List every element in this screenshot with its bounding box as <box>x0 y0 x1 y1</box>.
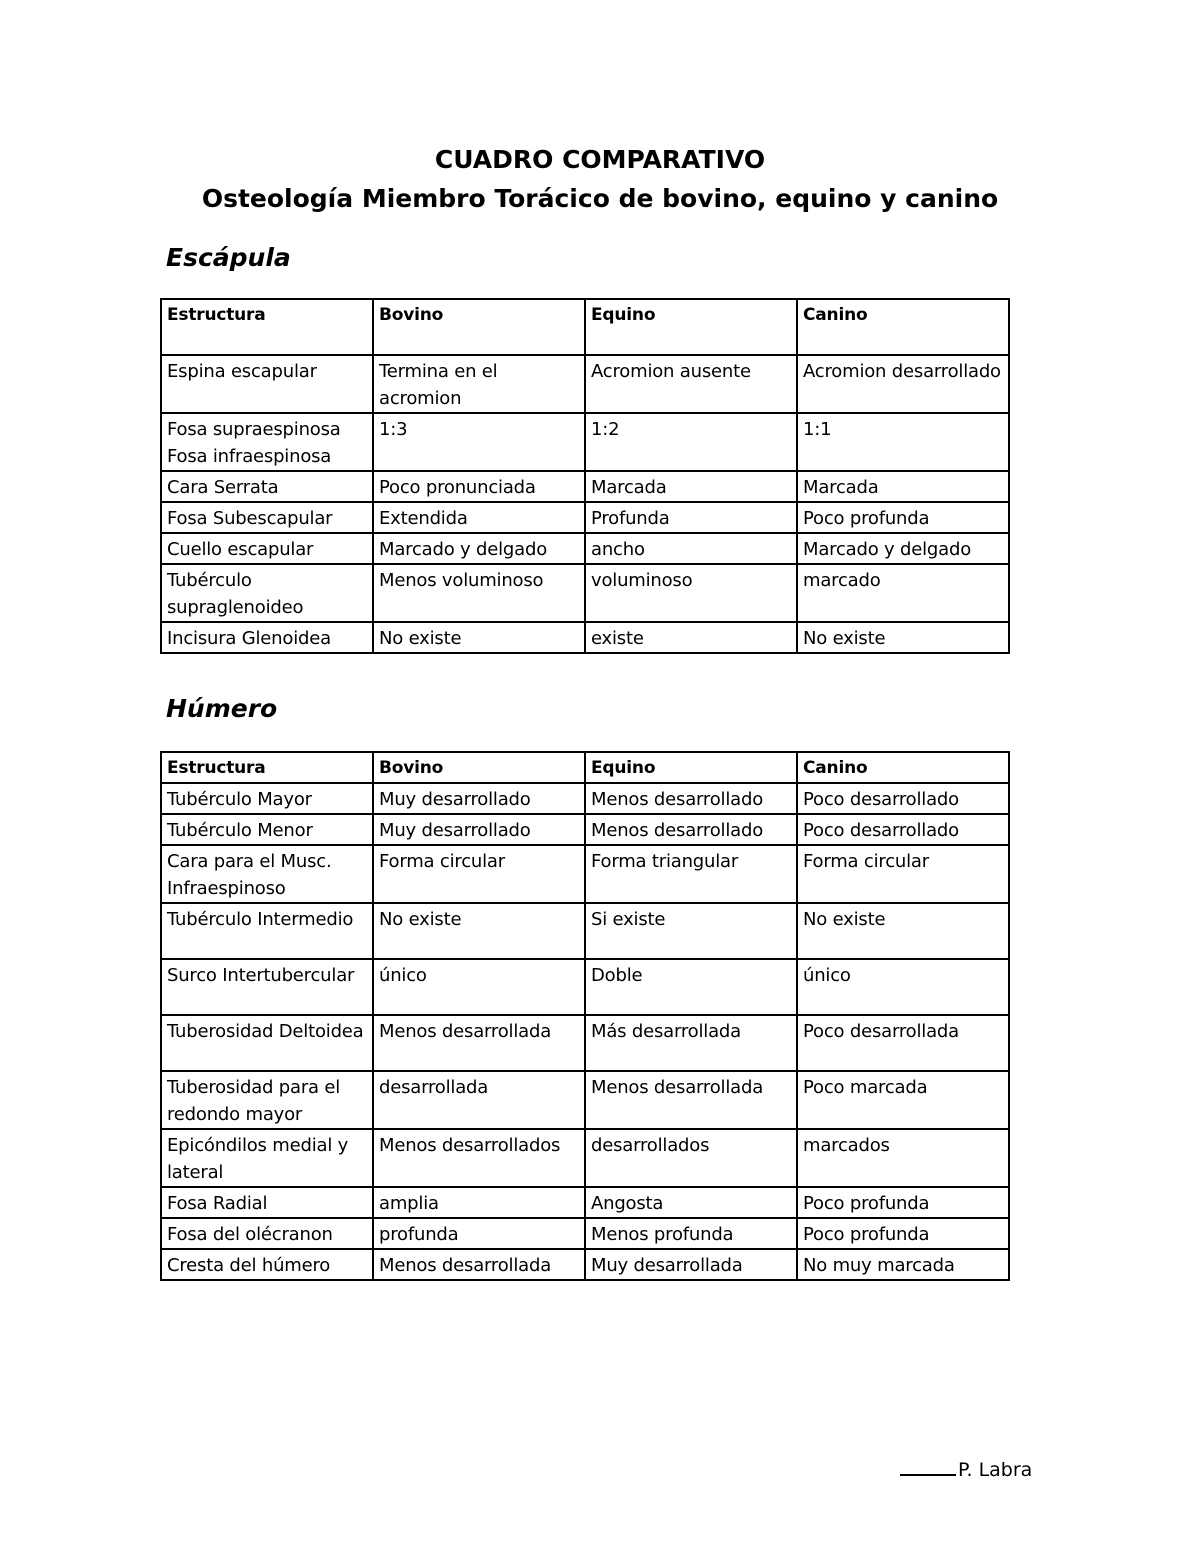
table-cell: Fosa Subescapular <box>161 502 373 533</box>
table-row <box>161 959 1009 1015</box>
table-cell: Más desarrollada <box>585 1015 797 1071</box>
table-cell: Extendida <box>373 502 585 533</box>
table-cell: 1:1 <box>797 413 1009 471</box>
table-row <box>161 1218 1009 1249</box>
table-cell: voluminoso <box>585 564 797 622</box>
table-cell: Muy desarrollada <box>585 1249 797 1280</box>
table-cell: Fosa del olécranon <box>161 1218 373 1249</box>
table-cell: Forma circular <box>373 845 585 903</box>
table-row <box>161 845 1009 903</box>
table-cell: desarrollada <box>373 1071 585 1129</box>
table-row <box>161 814 1009 845</box>
table-cell: Acromion desarrollado <box>797 355 1009 413</box>
table-cell: Acromion ausente <box>585 355 797 413</box>
signature-name: P. Labra <box>958 1459 1033 1481</box>
table-cell: Incisura Glenoidea <box>161 622 373 653</box>
table-cell: Doble <box>585 959 797 1015</box>
table-cell: Surco Intertubercular <box>161 959 373 1015</box>
table-row <box>161 1249 1009 1280</box>
table-header-row <box>161 299 1009 355</box>
table-cell: marcado <box>797 564 1009 622</box>
table-cell: 1:2 <box>585 413 797 471</box>
table-cell: Marcado y delgado <box>373 533 585 564</box>
table-header-row <box>161 752 1009 783</box>
document-title: CUADRO COMPARATIVO <box>434 145 766 174</box>
table-cell: Cresta del húmero <box>161 1249 373 1280</box>
table-cell: Forma triangular <box>585 845 797 903</box>
table-cell: Menos desarrollados <box>373 1129 585 1187</box>
header-cell: Equino <box>585 752 797 783</box>
table-cell: Termina en el acromion <box>373 355 585 413</box>
table-row <box>161 471 1009 502</box>
table-cell: Poco desarrollado <box>797 814 1009 845</box>
table-cell: Menos profunda <box>585 1218 797 1249</box>
table-cell: Poco profunda <box>797 1218 1009 1249</box>
header-cell: Estructura <box>161 299 373 355</box>
table-cell: Poco desarrollado <box>797 783 1009 814</box>
table-cell: Menos desarrollado <box>585 814 797 845</box>
table-row <box>161 1071 1009 1129</box>
table-cell: ancho <box>585 533 797 564</box>
table-cell: Marcada <box>585 471 797 502</box>
table-humero <box>160 751 1010 1281</box>
table-cell: No existe <box>373 903 585 959</box>
table-cell: Fosa supraespinosa Fosa infraespinosa <box>161 413 373 471</box>
header-cell: Canino <box>797 752 1009 783</box>
table-cell: Cuello escapular <box>161 533 373 564</box>
table-cell: Si existe <box>585 903 797 959</box>
document-subtitle: Osteología Miembro Torácico de bovino, equino y canino <box>201 184 999 213</box>
table-cell: No existe <box>797 903 1009 959</box>
table-cell: Menos desarrollada <box>585 1071 797 1129</box>
table-cell: Tuberosidad Deltoidea <box>161 1015 373 1071</box>
table-cell: Menos desarrollada <box>373 1015 585 1071</box>
table-cell: Profunda <box>585 502 797 533</box>
header-cell: Equino <box>585 299 797 355</box>
table-cell: Tuberosidad para el redondo mayor <box>161 1071 373 1129</box>
table-cell: Fosa Radial <box>161 1187 373 1218</box>
header-cell: Canino <box>797 299 1009 355</box>
table-cell: único <box>373 959 585 1015</box>
header-cell: Bovino <box>373 299 585 355</box>
table-escapula <box>160 298 1010 654</box>
table-cell: desarrollados <box>585 1129 797 1187</box>
table-row <box>161 413 1009 471</box>
table-cell: Cara para el Musc. Infraespinoso <box>161 845 373 903</box>
table-row <box>161 1015 1009 1071</box>
table-row <box>161 502 1009 533</box>
table-cell: Angosta <box>585 1187 797 1218</box>
table-cell: profunda <box>373 1218 585 1249</box>
table-row <box>161 1187 1009 1218</box>
table-cell: Epicóndilos medial y lateral <box>161 1129 373 1187</box>
table-cell: Poco pronunciada <box>373 471 585 502</box>
table-row <box>161 903 1009 959</box>
table-row <box>161 783 1009 814</box>
table-cell: Espina escapular <box>161 355 373 413</box>
table-cell: Menos desarrollada <box>373 1249 585 1280</box>
table-cell: Marcada <box>797 471 1009 502</box>
signature <box>900 1458 1032 1481</box>
table-cell: No muy marcada <box>797 1249 1009 1280</box>
table-cell: Poco profunda <box>797 502 1009 533</box>
table-row <box>161 1129 1009 1187</box>
table-cell: Muy desarrollado <box>373 814 585 845</box>
table-cell: Muy desarrollado <box>373 783 585 814</box>
signature-line <box>900 1458 956 1476</box>
table-cell: marcados <box>797 1129 1009 1187</box>
table-cell: existe <box>585 622 797 653</box>
table-cell: Poco profunda <box>797 1187 1009 1218</box>
section-heading-humero: Húmero <box>166 694 278 723</box>
table-cell: único <box>797 959 1009 1015</box>
table-cell: 1:3 <box>373 413 585 471</box>
table-row <box>161 622 1009 653</box>
table-row <box>161 355 1009 413</box>
table-cell: Tubérculo Mayor <box>161 783 373 814</box>
table-row <box>161 564 1009 622</box>
table-cell: amplia <box>373 1187 585 1218</box>
table-cell: Poco desarrollada <box>797 1015 1009 1071</box>
table-row <box>161 533 1009 564</box>
section-heading-escapula: Escápula <box>166 243 291 272</box>
table-cell: Tubérculo Menor <box>161 814 373 845</box>
table-cell: Poco marcada <box>797 1071 1009 1129</box>
table-cell: No existe <box>797 622 1009 653</box>
table-cell: Menos voluminoso <box>373 564 585 622</box>
table-cell: Tubérculo Intermedio <box>161 903 373 959</box>
table-cell: Marcado y delgado <box>797 533 1009 564</box>
table-cell: Cara Serrata <box>161 471 373 502</box>
table-cell: Forma circular <box>797 845 1009 903</box>
header-cell: Estructura <box>161 752 373 783</box>
table-cell: Tubérculo supraglenoideo <box>161 564 373 622</box>
table-cell: No existe <box>373 622 585 653</box>
table-cell: Menos desarrollado <box>585 783 797 814</box>
header-cell: Bovino <box>373 752 585 783</box>
